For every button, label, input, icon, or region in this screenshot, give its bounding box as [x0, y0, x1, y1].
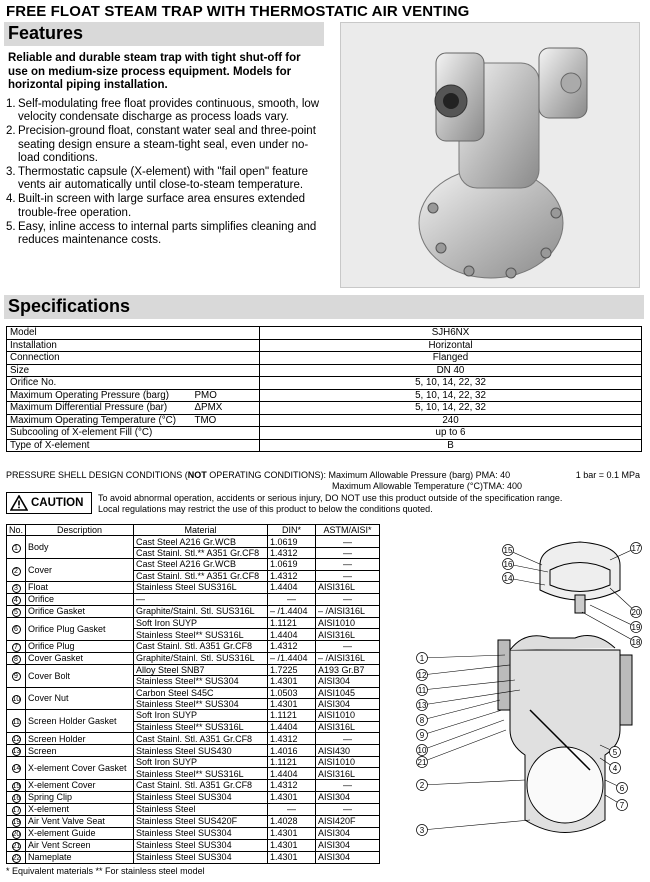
- spec-label: Installation: [7, 339, 192, 352]
- part-material: Stainless Steel SUS420F: [134, 815, 268, 827]
- part-astm: AISI316L: [316, 581, 380, 593]
- part-number: [7, 710, 26, 733]
- part-description: Cover Bolt: [26, 664, 134, 687]
- part-astm: AISI430: [316, 745, 380, 757]
- spec-row: [7, 414, 642, 427]
- part-astm: AISI1045: [316, 687, 380, 698]
- parts-row: [7, 593, 380, 605]
- part-din: 1.1121: [268, 757, 316, 768]
- parts-row: [7, 815, 380, 827]
- part-number-badge: 19: [12, 818, 21, 826]
- part-material: Stainless Steel: [134, 803, 268, 815]
- spec-value: 5, 10, 14, 22, 32: [260, 389, 642, 402]
- cross-section-diagram: [410, 530, 646, 860]
- part-material: —: [134, 593, 268, 605]
- spec-label: Model: [7, 327, 192, 340]
- part-number-badge: 13: [12, 748, 21, 756]
- spec-value: up to 6: [260, 427, 642, 440]
- callout-label: 6: [619, 783, 625, 793]
- part-din: 1.1121: [268, 617, 316, 628]
- part-astm: AISI1010: [316, 710, 380, 721]
- parts-row: [7, 757, 380, 768]
- callout-label: 21: [417, 757, 427, 767]
- part-number-badge: 14: [12, 765, 21, 773]
- part-number-badge: 11: [12, 718, 20, 726]
- callout-label: 3: [419, 825, 425, 835]
- conditions-tma: Maximum Allowable Temperature (°C)TMA: 400: [332, 480, 522, 491]
- part-description: X-element Cover: [26, 779, 134, 791]
- part-number-badge: 4: [12, 596, 21, 605]
- part-description: Screen Holder Gasket: [26, 710, 134, 733]
- callout-label: 8: [419, 715, 425, 725]
- part-number: [7, 815, 26, 827]
- callout-label: 14: [503, 573, 513, 583]
- parts-row: [7, 839, 380, 851]
- part-description: Spring Clip: [26, 791, 134, 803]
- part-material: Cast Stainl. Stl.** A351 Gr.CF8: [134, 547, 268, 558]
- spec-row: [7, 439, 642, 452]
- part-description: Cover: [26, 559, 134, 582]
- parts-row: [7, 733, 380, 745]
- part-astm: – /AISI316L: [316, 652, 380, 664]
- parts-row: [7, 652, 380, 664]
- callout-leader: [590, 605, 636, 627]
- parts-header: Material: [134, 525, 268, 536]
- part-number: [7, 536, 26, 559]
- callout-leader: [422, 820, 530, 830]
- part-material: Cast Stainl. Stl. A351 Gr.CF8: [134, 779, 268, 791]
- callout-label: 5: [612, 747, 618, 757]
- part-description: X-element: [26, 803, 134, 815]
- spec-value: Horizontal: [260, 339, 642, 352]
- part-din: 1.4016: [268, 745, 316, 757]
- part-astm: —: [316, 779, 380, 791]
- part-number-badge: 12: [12, 736, 21, 744]
- spec-symbol: ΔPMX: [192, 402, 260, 415]
- part-din: 1.4404: [268, 629, 316, 640]
- part-number-badge: 21: [12, 842, 21, 850]
- callout-label: 11: [417, 685, 427, 695]
- part-din: 1.4404: [268, 768, 316, 779]
- product-photo: [340, 22, 640, 288]
- spec-value: 5, 10, 14, 22, 32: [260, 402, 642, 415]
- parts-header: DIN*: [268, 525, 316, 536]
- part-astm: AISI1010: [316, 617, 380, 628]
- part-description: Nameplate: [26, 851, 134, 863]
- part-description: Orifice Gasket: [26, 605, 134, 617]
- part-astm: —: [316, 559, 380, 570]
- parts-row: [7, 687, 380, 698]
- part-din: 1.4301: [268, 698, 316, 709]
- spec-row: [7, 427, 642, 440]
- caution-label: CAUTION: [31, 497, 84, 509]
- spec-row: [7, 364, 642, 377]
- callout-label: 16: [503, 559, 513, 569]
- callout-leader: [422, 780, 525, 785]
- part-description: Body: [26, 536, 134, 559]
- spec-label: Size: [7, 364, 192, 377]
- feature-item: [6, 193, 326, 219]
- spec-value: SJH6NX: [260, 327, 642, 340]
- unit-note: 1 bar = 0.1 MPa: [575, 470, 640, 480]
- part-number-badge: 22: [12, 854, 21, 862]
- part-material: Cast Stainl. Stl. A351 Gr.CF8: [134, 733, 268, 745]
- spec-label: Maximum Operating Pressure (barg): [7, 389, 192, 402]
- part-material: Stainless Steel** SUS304: [134, 698, 268, 709]
- callout-leader: [419, 720, 504, 750]
- part-din: 1.7225: [268, 664, 316, 675]
- part-description: X-element Guide: [26, 827, 134, 839]
- part-material: Stainless Steel SUS304: [134, 839, 268, 851]
- spec-symbol: [192, 377, 260, 390]
- spec-row: [7, 352, 642, 365]
- parts-row: [7, 559, 380, 570]
- parts-row: [7, 827, 380, 839]
- part-number-badge: 10: [12, 695, 21, 703]
- steam-trap-image: [341, 23, 640, 288]
- callout-label: 19: [631, 622, 641, 632]
- parts-row: [7, 791, 380, 803]
- part-astm: – /AISI316L: [316, 605, 380, 617]
- features-heading: Features: [4, 22, 324, 46]
- part-material: Cast Stainl. Stl. A351 Gr.CF8: [134, 640, 268, 652]
- spec-symbol: [192, 364, 260, 377]
- part-material: Soft Iron SUYP: [134, 710, 268, 721]
- spec-label: Type of X-element: [7, 439, 192, 452]
- part-material: Cast Steel A216 Gr.WCB: [134, 536, 268, 547]
- callout-label: 18: [631, 637, 641, 647]
- spec-row: [7, 339, 642, 352]
- part-astm: —: [316, 570, 380, 581]
- spec-value: 240: [260, 414, 642, 427]
- part-material: Stainless Steel SUS304: [134, 851, 268, 863]
- part-material: Cast Steel A216 Gr.WCB: [134, 559, 268, 570]
- spec-label: Orifice No.: [7, 377, 192, 390]
- parts-footnote: * Equivalent materials ** For stainless steel model: [6, 866, 205, 876]
- part-din: 1.4301: [268, 851, 316, 863]
- spec-symbol: [192, 439, 260, 452]
- part-din: – /1.4404: [268, 652, 316, 664]
- part-number-badge: 20: [12, 830, 21, 838]
- conditions-pma: OPERATING CONDITIONS): Maximum Allowable Pressure (barg) PMA: 40: [206, 470, 511, 480]
- callout-label: 7: [619, 800, 625, 810]
- part-material: Stainless Steel SUS304: [134, 791, 268, 803]
- caution-text-2: Local regulations may restrict the use of this product to below the conditions quoted.: [98, 503, 433, 514]
- part-number: [7, 664, 26, 687]
- feature-text: Precision-ground float, constant water seal and three-point seating design ensure a steam-tight seal, even under no-load conditions.: [18, 125, 316, 164]
- part-material: Stainless Steel** SUS316L: [134, 768, 268, 779]
- spec-symbol: [192, 352, 260, 365]
- part-din: 1.4301: [268, 791, 316, 803]
- parts-row: [7, 536, 380, 547]
- parts-header: No.: [7, 525, 26, 536]
- spec-row: [7, 327, 642, 340]
- part-din: – /1.4404: [268, 605, 316, 617]
- part-astm: —: [316, 640, 380, 652]
- feature-item: [6, 221, 326, 247]
- feature-text: Thermostatic capsule (X-element) with "fail open" feature vents air automatically until close-to-steam temperature.: [18, 166, 309, 192]
- part-astm: —: [316, 593, 380, 605]
- part-description: Orifice Plug: [26, 640, 134, 652]
- part-number-badge: 2: [12, 567, 21, 576]
- part-material: Stainless Steel SUS316L: [134, 581, 268, 593]
- feature-number: 1.: [6, 98, 16, 110]
- design-conditions: [6, 470, 646, 491]
- callout-label: 9: [419, 730, 425, 740]
- callout-label: 1: [419, 653, 425, 663]
- part-din: 1.4312: [268, 640, 316, 652]
- spec-label: Connection: [7, 352, 192, 365]
- part-din: —: [268, 803, 316, 815]
- part-astm: AISI420F: [316, 815, 380, 827]
- feature-item: [6, 166, 326, 192]
- spec-symbol: [192, 339, 260, 352]
- part-material: Graphite/Stainl. Stl. SUS316L: [134, 652, 268, 664]
- part-din: 1.4404: [268, 581, 316, 593]
- part-astm: AISI316L: [316, 721, 380, 732]
- part-number-badge: 5: [12, 608, 21, 617]
- part-material: Soft Iron SUYP: [134, 617, 268, 628]
- part-din: 1.4404: [268, 721, 316, 732]
- part-din: 1.4301: [268, 827, 316, 839]
- part-description: Orifice: [26, 593, 134, 605]
- part-number-badge: 7: [12, 643, 21, 652]
- part-din: 1.0619: [268, 559, 316, 570]
- callout-label: 2: [419, 780, 425, 790]
- spec-row: [7, 402, 642, 415]
- feature-number: 5.: [6, 220, 16, 233]
- part-astm: —: [316, 803, 380, 815]
- part-number: [7, 652, 26, 664]
- spec-row: [7, 389, 642, 402]
- caution-text-1: To avoid abnormal operation, accidents or serious injury, DO NOT use this product outside of the specification range.: [98, 493, 563, 503]
- part-material: Stainless Steel** SUS316L: [134, 629, 268, 640]
- part-number-badge: 3: [12, 584, 21, 593]
- feature-item: [6, 98, 326, 124]
- spec-value: 5, 10, 14, 22, 32: [260, 377, 642, 390]
- part-astm: AISI304: [316, 827, 380, 839]
- part-din: 1.4312: [268, 570, 316, 581]
- part-din: 1.4312: [268, 547, 316, 558]
- part-description: Screen Holder: [26, 733, 134, 745]
- spec-label: Maximum Operating Temperature (°C): [7, 414, 192, 427]
- part-number-badge: 9: [12, 672, 21, 681]
- part-number: [7, 803, 26, 815]
- callout-label: 4: [612, 763, 618, 773]
- parts-row: [7, 581, 380, 593]
- part-astm: —: [316, 547, 380, 558]
- part-number: [7, 745, 26, 757]
- feature-item: [6, 125, 326, 165]
- parts-table: [6, 524, 380, 864]
- part-material: Stainless Steel** SUS316L: [134, 721, 268, 732]
- parts-row: [7, 640, 380, 652]
- callout-label: 20: [631, 607, 641, 617]
- part-number-badge: 8: [12, 655, 21, 664]
- warning-icon: [10, 495, 28, 511]
- part-description: Cover Nut: [26, 687, 134, 710]
- part-astm: AISI304: [316, 698, 380, 709]
- part-astm: AISI304: [316, 851, 380, 863]
- part-number: [7, 827, 26, 839]
- part-number: [7, 839, 26, 851]
- parts-row: [7, 803, 380, 815]
- parts-row: [7, 710, 380, 721]
- spec-symbol: [192, 327, 260, 340]
- parts-row: [7, 605, 380, 617]
- part-description: Air Vent Screen: [26, 839, 134, 851]
- part-din: —: [268, 593, 316, 605]
- parts-row: [7, 779, 380, 791]
- features-list: [6, 98, 326, 248]
- part-number: [7, 851, 26, 863]
- part-number-badge: 16: [12, 794, 21, 802]
- parts-row: [7, 617, 380, 628]
- part-number: [7, 559, 26, 582]
- part-din: 1.4301: [268, 839, 316, 851]
- part-number: [7, 605, 26, 617]
- spec-value: B: [260, 439, 642, 452]
- part-number: [7, 733, 26, 745]
- part-astm: —: [316, 536, 380, 547]
- spec-label: Maximum Differential Pressure (bar): [7, 402, 192, 415]
- parts-header: Description: [26, 525, 134, 536]
- part-astm: AISI304: [316, 676, 380, 687]
- part-description: Orifice Plug Gasket: [26, 617, 134, 640]
- part-astm: AISI304: [316, 791, 380, 803]
- part-material: Cast Stainl. Stl.** A351 Gr.CF8: [134, 570, 268, 581]
- callout-label: 15: [503, 545, 513, 555]
- spec-symbol: [192, 427, 260, 440]
- feature-number: 2.: [6, 125, 16, 138]
- part-astm: AISI316L: [316, 768, 380, 779]
- part-description: Air Vent Valve Seat: [26, 815, 134, 827]
- spec-value: Flanged: [260, 352, 642, 365]
- features-intro: Reliable and durable steam trap with tight shut-off for use on medium-size process equipment. Models for horizontal piping installation.: [8, 52, 301, 91]
- part-material: Stainless Steel SUS304: [134, 827, 268, 839]
- specifications-table: [6, 326, 642, 452]
- part-din: 1.4312: [268, 733, 316, 745]
- part-din: 1.4301: [268, 676, 316, 687]
- part-description: Screen: [26, 745, 134, 757]
- part-din: 1.4028: [268, 815, 316, 827]
- part-astm: A193 Gr.B7: [316, 664, 380, 675]
- part-number-badge: 17: [12, 806, 21, 814]
- callout-leader: [419, 710, 502, 735]
- part-number-badge: 1: [12, 544, 21, 553]
- feature-text: Built-in screen with large surface area ensures extended trouble-free operation.: [18, 193, 306, 219]
- part-astm: AISI304: [316, 839, 380, 851]
- cross-section-drawing: [410, 530, 646, 860]
- spec-label: Subcooling of X-element Fill (°C): [7, 427, 192, 440]
- part-din: 1.1121: [268, 710, 316, 721]
- callout-label: 12: [417, 670, 427, 680]
- part-astm: AISI316L: [316, 629, 380, 640]
- part-din: 1.0503: [268, 687, 316, 698]
- parts-row: [7, 745, 380, 757]
- parts-row: [7, 851, 380, 863]
- part-astm: —: [316, 733, 380, 745]
- part-number: [7, 757, 26, 780]
- part-description: Float: [26, 581, 134, 593]
- specifications-heading: Specifications: [4, 295, 644, 319]
- part-number: [7, 779, 26, 791]
- part-number: [7, 593, 26, 605]
- callout-leader: [422, 655, 505, 658]
- callout-label: 13: [417, 700, 427, 710]
- part-material: Alloy Steel SNB7: [134, 664, 268, 675]
- feature-text: Self-modulating free float provides continuous, smooth, low velocity condensate discharge as process loads vary.: [18, 98, 320, 124]
- feature-number: 3.: [6, 166, 16, 179]
- conditions-not: NOT: [187, 470, 207, 480]
- part-material: Carbon Steel S45C: [134, 687, 268, 698]
- part-number: [7, 581, 26, 593]
- parts-row: [7, 664, 380, 675]
- conditions-prefix: PRESSURE SHELL DESIGN CONDITIONS (: [6, 470, 188, 480]
- part-description: Cover Gasket: [26, 652, 134, 664]
- part-number: [7, 640, 26, 652]
- part-number: [7, 791, 26, 803]
- part-number-badge: 6: [12, 625, 21, 634]
- part-din: 1.0619: [268, 536, 316, 547]
- part-astm: AISI1010: [316, 757, 380, 768]
- callout-leader: [422, 665, 510, 675]
- part-material: Soft Iron SUYP: [134, 757, 268, 768]
- part-din: 1.4312: [268, 779, 316, 791]
- page-title: FREE FLOAT STEAM TRAP WITH THERMOSTATIC AIR VENTING: [6, 3, 470, 20]
- spec-symbol: PMO: [192, 389, 260, 402]
- part-material: Stainless Steel SUS430: [134, 745, 268, 757]
- spec-row: [7, 377, 642, 390]
- feature-text: Easy, inline access to internal parts simplifies cleaning and reduces maintenance costs.: [18, 220, 317, 247]
- caution-block: [6, 492, 638, 514]
- caution-badge: [6, 492, 92, 514]
- callout-label: 17: [631, 543, 641, 553]
- callout-label: 10: [417, 745, 427, 755]
- part-description: X-element Cover Gasket: [26, 757, 134, 780]
- spec-value: DN 40: [260, 364, 642, 377]
- part-number: [7, 687, 26, 710]
- part-number-badge: 15: [12, 782, 21, 790]
- part-material: Stainless Steel** SUS304: [134, 676, 268, 687]
- part-number: [7, 617, 26, 640]
- part-material: Graphite/Stainl. Stl. SUS316L: [134, 605, 268, 617]
- feature-number: 4.: [6, 193, 16, 206]
- spec-symbol: TMO: [192, 414, 260, 427]
- parts-header: ASTM/AISI*: [316, 525, 380, 536]
